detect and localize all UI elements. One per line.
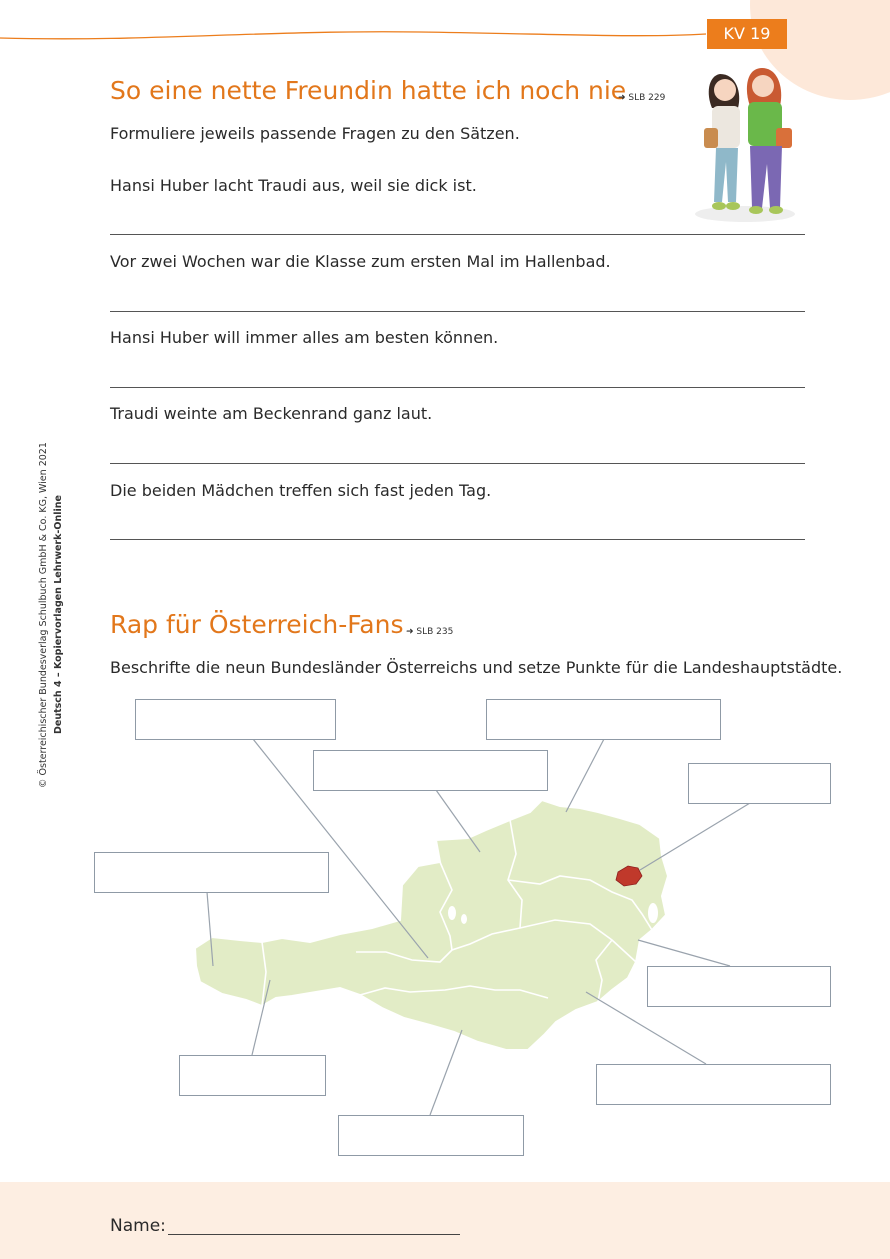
book-note: Deutsch 4 – Kopiervorlagen Lehrwerk-Online	[53, 495, 64, 734]
section1-instruction: Formuliere jeweils passende Fragen zu den Sätzen.	[110, 124, 520, 143]
section2-reference: ➜ SLB 235	[406, 627, 454, 637]
section2-instruction: Beschrifte die neun Bundesländer Österreichs und setze Punkte für die Landeshauptstädte.	[110, 658, 843, 677]
answer-line-1[interactable]	[110, 234, 805, 235]
two-girls-illustration	[690, 62, 800, 224]
answer-line-4[interactable]	[110, 463, 805, 464]
state-label-box-4[interactable]	[688, 763, 831, 804]
sentence-2: Vor zwei Wochen war die Klasse zum ersten Mal im Hallenbad.	[110, 252, 611, 271]
answer-line-2[interactable]	[110, 311, 805, 312]
section1-reference: ➜ SLB 229	[618, 93, 666, 103]
lake-marker	[448, 906, 456, 920]
sentence-5: Die beiden Mädchen treffen sich fast jeden Tag.	[110, 481, 492, 500]
state-label-box-2[interactable]	[313, 750, 548, 791]
name-label: Name:	[110, 1216, 166, 1236]
lake-neusiedl	[648, 903, 658, 923]
state-label-box-8[interactable]	[179, 1055, 326, 1096]
answer-line-5[interactable]	[110, 539, 805, 540]
sentence-4: Traudi weinte am Beckenrand ganz laut.	[110, 404, 433, 423]
state-label-box-9[interactable]	[338, 1115, 524, 1156]
sentence-3: Hansi Huber will immer alles am besten können.	[110, 328, 499, 347]
worksheet-number-badge: KV 19	[707, 19, 787, 49]
state-label-box-5[interactable]	[94, 852, 329, 893]
state-label-box-1[interactable]	[135, 699, 336, 740]
answer-line-3[interactable]	[110, 387, 805, 388]
section2-title: Rap für Österreich-Fans	[110, 610, 404, 639]
state-label-box-7[interactable]	[596, 1064, 831, 1105]
section1-title: So eine nette Freundin hatte ich noch nie	[110, 76, 627, 105]
austria-outline	[195, 800, 668, 1050]
name-input-line[interactable]	[168, 1234, 460, 1235]
state-label-box-3[interactable]	[486, 699, 721, 740]
state-label-box-6[interactable]	[647, 966, 831, 1007]
sentence-1: Hansi Huber lacht Traudi aus, weil sie dick ist.	[110, 176, 477, 195]
lake-marker	[461, 914, 467, 924]
copyright-note: © Österreichischer Bundesverlag Schulbuch GmbH & Co. KG, Wien 2021	[38, 442, 49, 788]
